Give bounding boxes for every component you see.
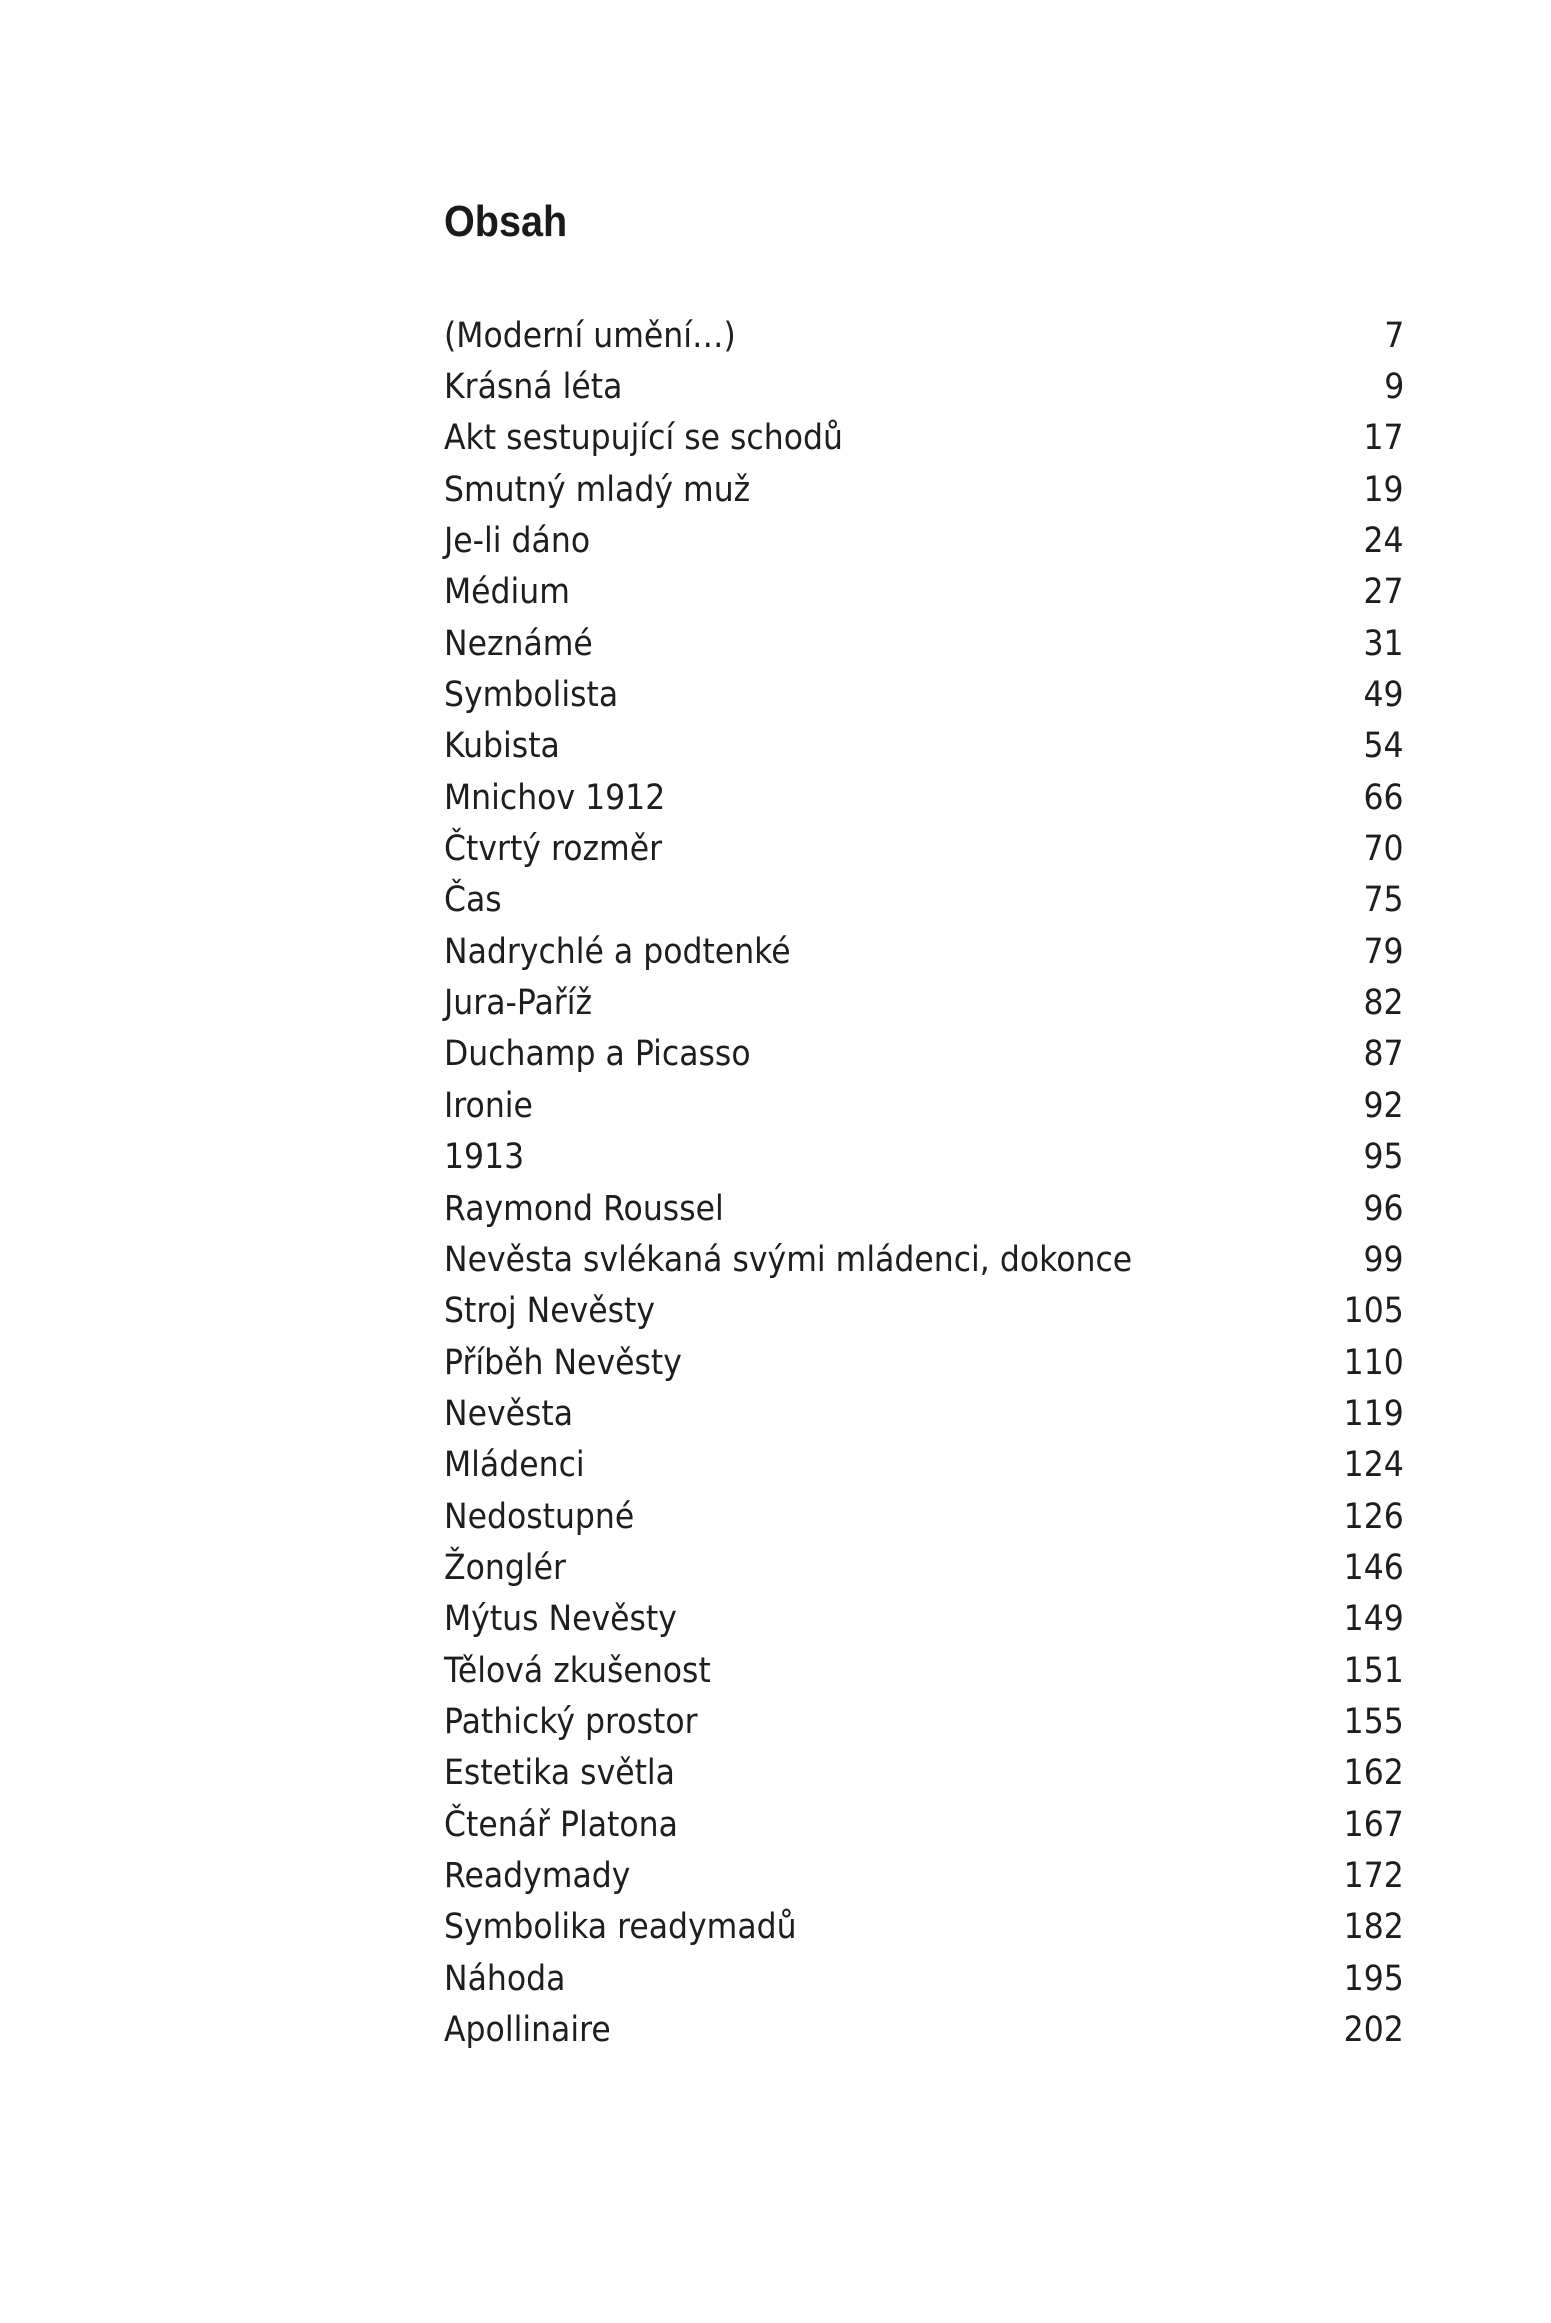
toc-entry-title: Médium [444, 572, 570, 613]
toc-entry-page-number: 202 [1343, 2010, 1404, 2051]
toc-entry-page-number: 31 [1363, 623, 1404, 664]
toc-entry [444, 1337, 1404, 1388]
toc-entry-title: (Moderní umění…) [444, 315, 736, 356]
toc-entry-page-number: 27 [1363, 572, 1404, 613]
toc-entry [444, 1234, 1404, 1285]
page-title: Obsah [444, 197, 568, 246]
toc-entry-title: Readymady [444, 1855, 631, 1896]
toc-entry [444, 361, 1404, 412]
toc-entry-title: Nevěsta svlékaná svými mládenci, dokonce [444, 1239, 1133, 1280]
toc-entry-page-number: 24 [1363, 521, 1404, 562]
toc-entry-title: Akt sestupující se schodů [444, 418, 843, 459]
toc-entry [444, 875, 1404, 926]
toc-entry-title: Čtvrtý rozměr [444, 829, 663, 870]
toc-entry-title: Žonglér [444, 1547, 566, 1588]
toc-entry-page-number: 70 [1363, 829, 1404, 870]
toc-entry-title: Ironie [444, 1085, 533, 1126]
toc-entry-title: Duchamp a Picasso [444, 1034, 751, 1075]
toc-entry [444, 1594, 1404, 1645]
toc-entry-page-number: 182 [1343, 1907, 1404, 1948]
toc-entry-page-number: 79 [1363, 931, 1404, 972]
toc-entry [444, 926, 1404, 977]
toc-entry [444, 669, 1404, 720]
toc-entry-title: Estetika světla [444, 1753, 675, 1794]
toc-entry-title: Raymond Roussel [444, 1188, 724, 1229]
toc-entry-page-number: 119 [1343, 1393, 1404, 1434]
toc-entry [444, 1440, 1404, 1491]
toc-entry-title: Symbolika readymadů [444, 1907, 797, 1948]
toc-entry [444, 1850, 1404, 1901]
toc-entry-title: Čas [444, 880, 502, 921]
toc-entry-title: Náhoda [444, 1958, 566, 1999]
toc-entry-page-number: 146 [1343, 1547, 1404, 1588]
toc-entry [444, 721, 1404, 772]
toc-entry [444, 1696, 1404, 1747]
toc-entry-page-number: 87 [1363, 1034, 1404, 1075]
toc-entry [444, 1286, 1404, 1337]
toc-entry-title: Smutný mladý muž [444, 469, 751, 510]
toc-entry-title: Příběh Nevěsty [444, 1342, 682, 1383]
toc-entry-title: Mnichov 1912 [444, 777, 666, 818]
toc-entry [444, 618, 1404, 669]
toc-entry-title: Kubista [444, 726, 560, 767]
toc-entry-title: Apollinaire [444, 2010, 611, 2051]
toc-entry [444, 1645, 1404, 1696]
toc-entry [444, 1748, 1404, 1799]
toc-entry-page-number: 172 [1343, 1855, 1404, 1896]
toc-entry-page-number: 151 [1343, 1650, 1404, 1691]
toc-entry-title: Neznámé [444, 623, 593, 664]
toc-entry [444, 1388, 1404, 1439]
toc-entry-page-number: 126 [1343, 1496, 1404, 1537]
toc-entry-page-number: 162 [1343, 1753, 1404, 1794]
toc-entry-title: Jura-Paříž [444, 983, 593, 1024]
toc-entry-page-number: 96 [1363, 1188, 1404, 1229]
toc-entry-title: Krásná léta [444, 367, 623, 408]
toc-entry [444, 772, 1404, 823]
toc-entry-title: Symbolista [444, 675, 619, 716]
toc-entry-page-number: 19 [1363, 469, 1404, 510]
toc-entry-page-number: 17 [1363, 418, 1404, 459]
toc-entry-page-number: 66 [1363, 777, 1404, 818]
toc-entry-page-number: 7 [1383, 315, 1404, 356]
toc-entry-title: 1913 [444, 1137, 525, 1178]
toc-entry [444, 1029, 1404, 1080]
toc-entry-page-number: 124 [1343, 1445, 1404, 1486]
toc-entry [444, 1183, 1404, 1234]
toc-entry [444, 1491, 1404, 1542]
toc-entry-page-number: 75 [1363, 880, 1404, 921]
toc-entry-page-number: 195 [1343, 1958, 1404, 1999]
toc-entry-title: Je-li dáno [444, 521, 591, 562]
toc-entry [444, 1132, 1404, 1183]
toc-entry-page-number: 110 [1343, 1342, 1404, 1383]
table-of-contents [444, 310, 1404, 2056]
toc-entry-page-number: 149 [1343, 1599, 1404, 1640]
toc-entry-page-number: 9 [1383, 367, 1404, 408]
toc-entry [444, 567, 1404, 618]
toc-entry [444, 2004, 1404, 2055]
toc-entry [444, 1902, 1404, 1953]
toc-entry [444, 1953, 1404, 2004]
toc-entry [444, 823, 1404, 874]
toc-entry-page-number: 155 [1343, 1701, 1404, 1742]
toc-entry-title: Tělová zkušenost [444, 1650, 711, 1691]
toc-entry-title: Nadrychlé a podtenké [444, 931, 791, 972]
toc-entry [444, 1542, 1404, 1593]
toc-entry [444, 515, 1404, 566]
toc-entry-page-number: 95 [1363, 1137, 1404, 1178]
toc-entry-title: Mýtus Nevěsty [444, 1599, 677, 1640]
toc-entry-page-number: 54 [1363, 726, 1404, 767]
toc-entry-page-number: 105 [1343, 1291, 1404, 1332]
toc-entry-title: Čtenář Platona [444, 1804, 678, 1845]
toc-entry-title: Stroj Nevěsty [444, 1291, 656, 1332]
toc-entry-page-number: 82 [1363, 983, 1404, 1024]
toc-entry-page-number: 99 [1363, 1239, 1404, 1280]
toc-entry-title: Pathický prostor [444, 1701, 698, 1742]
toc-entry [444, 977, 1404, 1028]
toc-entry [444, 413, 1404, 464]
toc-entry-title: Mládenci [444, 1445, 585, 1486]
toc-entry-page-number: 92 [1363, 1085, 1404, 1126]
toc-entry [444, 1080, 1404, 1131]
toc-entry [444, 464, 1404, 515]
toc-entry-title: Nedostupné [444, 1496, 635, 1537]
toc-entry-title: Nevěsta [444, 1393, 574, 1434]
toc-entry [444, 310, 1404, 361]
toc-entry [444, 1799, 1404, 1850]
toc-entry-page-number: 49 [1363, 675, 1404, 716]
toc-entry-page-number: 167 [1343, 1804, 1404, 1845]
